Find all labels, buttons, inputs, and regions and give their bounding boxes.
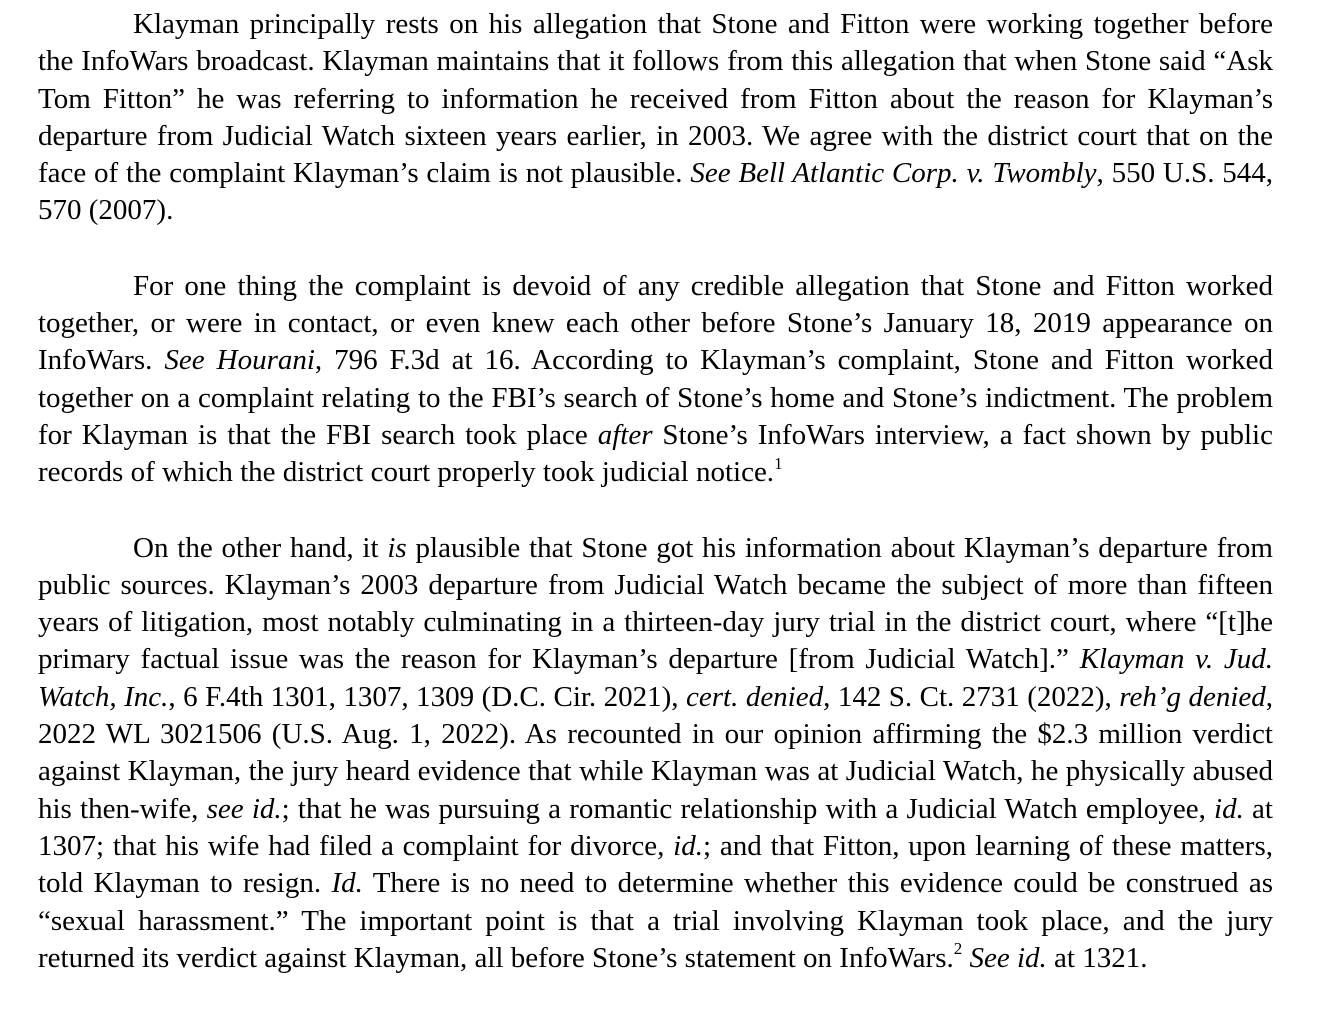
- body-text: On the other hand, it: [133, 531, 388, 564]
- italic-text: See Bell Atlantic Corp. v. Twombly: [690, 157, 1097, 190]
- body-text: Klayman principally rests on his allegation that Stone and Fitton were working together before the InfoWars broadcast. Klayman maintains that it follows from this allegation that when Stone said “Ask Tom Fitton” he was referring to information he received from Fitton about the reason for Klayman’s departure from Judicial Watch sixteen years earlier, in 2003. We agree with the district court that on the face of the complaint Klayman’s claim is not plausible.: [38, 8, 1273, 190]
- paragraph-3: [38, 530, 1273, 978]
- body-text: There is no need to determine whether this evidence could be construed as “sexual harassment.” The important point is that a trial involving Klayman took place, and the jury returned its verdict against Klayman, all before Stone’s statement on InfoWars.: [38, 867, 1273, 974]
- italic-text: Id.: [331, 867, 363, 900]
- italic-text: See id.: [969, 941, 1047, 974]
- footnote-marker: 1: [774, 453, 783, 473]
- paragraph-2: [38, 268, 1273, 492]
- body-text: , 550 U.S. 544, 570 (2007).: [38, 157, 1273, 227]
- italic-text: is: [387, 531, 407, 564]
- body-text: ; that he was pursuing a romantic relationship with a Judicial Watch employee,: [281, 792, 1215, 825]
- body-text: at 1321.: [1046, 941, 1148, 974]
- body-text: For one thing the complaint is devoid of any credible allegation that Stone and Fitton worked together, or were in contact, or even knew each other before Stone’s January 18, 2019 appearance on InfoWars.: [38, 269, 1273, 377]
- paragraph-1: [38, 6, 1273, 230]
- italic-text: reh’g denied: [1119, 680, 1266, 713]
- italic-text: see id.: [206, 792, 282, 825]
- italic-text: cert. denied: [686, 680, 824, 713]
- body-text: at 1307; that his wife had filed a complaint for divorce,: [38, 792, 1273, 862]
- italic-text: after: [597, 418, 653, 451]
- body-text: , 6 F.4th 1301, 1307, 1309 (D.C. Cir. 2021),: [168, 680, 687, 713]
- italic-text: id.: [1214, 792, 1244, 825]
- body-text: plausible that Stone got his information about Klayman’s departure from public sources. Klayman’s 2003 departure from Judicial Watch became the subject of more than fifteen years of litigation, most notably culminating in a thirteen-day jury trial in the district court, where “[t]he primary factual issue was the reason for Klayman’s departure [from Judicial Watch].”: [38, 531, 1273, 676]
- italic-text: id.: [673, 829, 703, 862]
- italic-text: See Hourani: [164, 344, 315, 377]
- document-page: [38, 6, 1273, 977]
- body-text: , 796 F.3d at 16. According to Klayman’s complaint, Stone and Fitton worked together on a complaint relating to the FBI’s search of Stone’s home and Stone’s indictment. The problem for Klayman is that the FBI search took place: [38, 344, 1273, 451]
- body-text: Stone’s InfoWars interview, a fact shown by public records of which the district court properly took judicial notice.: [38, 418, 1273, 489]
- body-text: ; and that Fitton, upon learning of these matters, told Klayman to resign.: [38, 829, 1273, 900]
- body-text: , 142 S. Ct. 2731 (2022),: [823, 680, 1120, 713]
- italic-text: Klayman v. Jud. Watch, Inc.: [38, 643, 1273, 713]
- body-text: , 2022 WL 3021506 (U.S. Aug. 1, 2022). As recounted in our opinion affirming the $2.3 million verdict against Klayman, the jury heard evidence that while Klayman was at Judicial Watch, he physically abused his then-wife,: [38, 680, 1274, 825]
- footnote-marker: 2: [953, 939, 963, 959]
